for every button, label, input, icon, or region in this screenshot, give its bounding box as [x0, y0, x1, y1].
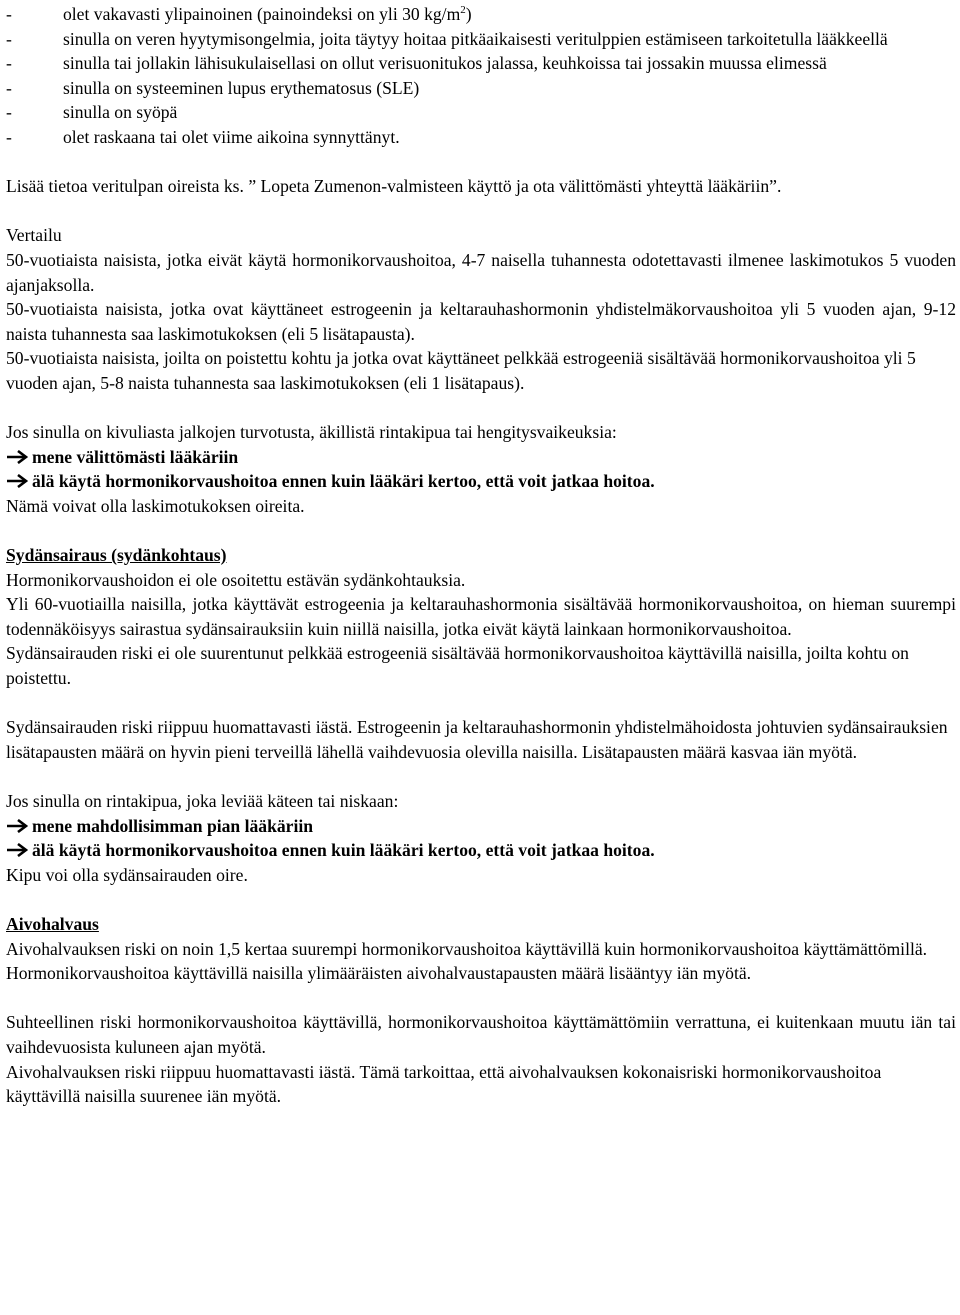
list-item: [6, 51, 956, 76]
list-item: [6, 125, 956, 150]
right-arrow-icon: [6, 843, 28, 857]
chest-pain-note: Kipu voi olla sydänsairauden oire.: [6, 864, 248, 885]
spacer: [6, 150, 956, 175]
spacer: [6, 396, 956, 421]
thrombosis-warning-intro: Jos sinulla on kivuliasta jalkojen turvotusta, äkillistä rintakipua tai hengitysvaikeuksia:: [6, 422, 617, 443]
thrombosis-action-2: [6, 469, 956, 494]
stroke-paragraph: Aivohalvauksen riski riippuu huomattavasti iästä. Tämä tarkoittaa, että aivohalvauksen kokonaisriski hormonikorvaushoitoa käyttävillä naisilla suurenee iän myötä.: [6, 1061, 882, 1107]
list-item-text: sinulla on veren hyytymisongelmia, joita täytyy hoitaa pitkäaikaisesti veritulppien estämiseen tarkoitetulla lääkkeellä: [63, 28, 888, 49]
heart-disease-age-risk: Sydänsairauden riski riippuu huomattavasti iästä. Estrogeenin ja keltarauhashormonin yhdistelmähoidosta johtuvien sydänsairauksien lisätapausten määrä on hyvin pieni terveillä lähellä vaihdevuosia olevilla naisilla. Lisätapausten määrä kasvaa iän myötä.: [6, 717, 948, 762]
chest-pain-action-1: [6, 814, 956, 839]
list-item: [6, 100, 956, 125]
list-item-text: sinulla on systeeminen lupus erythematosus (SLE): [63, 77, 420, 98]
stroke-paragraph: Suhteellinen riski hormonikorvaushoitoa käyttävillä, hormonikorvaushoitoa käyttämättömiin verrattuna, ei kuitenkaan muutu iän tai vaihdevuosista kuluneen ajan myötä.: [6, 1012, 956, 1057]
heart-disease-line: Hormonikorvaushoidon ei ole osoitettu estävän sydänkohtauksia.: [6, 569, 466, 590]
list-dash: -: [6, 77, 12, 98]
list-dash: -: [6, 102, 12, 123]
list-item-text: sinulla tai jollakin lähisukulaisellasi on ollut verisuonitukos jalassa, keuhkoissa tai jossakin muussa elimessä: [63, 53, 827, 74]
comparison-paragraph: 50-vuotiaista naisista, jotka eivät käytä hormonikorvaushoitoa, 4-7 naisella tuhannesta odotettavasti ilmenee laskimotukos 5 vuoden ajanjaksolla.: [6, 249, 956, 295]
list-item-text: olet raskaana tai olet viime aikoina synnyttänyt.: [63, 126, 400, 147]
comparison-heading: Vertailu: [6, 225, 62, 246]
chest-pain-warning-intro: Jos sinulla on rintakipua, joka leviää käteen tai niskaan:: [6, 791, 399, 811]
comparison-paragraph: 50-vuotiaista naisista, jotka ovat käyttäneet estrogeenin ja keltarauhashormonin yhdistelmäkorvaushoitoa yli 5 vuoden ajan, 9-12 naista tuhannesta saa laskimotukoksen (eli 5 lisätapausta).: [6, 299, 956, 344]
right-arrow-icon: [6, 474, 28, 488]
list-item-text: olet vakavasti ylipainoinen (painoindeksi on yli 30 kg/m: [63, 4, 461, 24]
heart-disease-line: Yli 60-vuotiailla naisilla, jotka käyttävät estrogeenia ja keltarauhashormonia sisältävää hormonikorvaushoitoa, on hieman suurempi todennäköisyys sairastua sydänsairauksiin kuin niillä naisilla, jotka eivät käytä lainkaan hormonikorvaushoitoa.: [6, 594, 956, 639]
document-page: [6, 2, 956, 1109]
spacer: [6, 887, 956, 912]
superscript: 2: [460, 4, 466, 17]
chest-pain-action-2: [6, 838, 956, 863]
comparison-paragraph: 50-vuotiaista naisista, joilta on poistettu kohtu ja jotka ovat käyttäneet pelkkää estrogeeniä sisältävää hormonikorvaushoitoa yli 5 vuoden ajan, 5-8 naista tuhannesta saa laskimotukoksen (eli 1 lisätapaus).: [6, 348, 916, 393]
action-text: älä käytä hormonikorvaushoitoa ennen kuin lääkäri kertoo, että voit jatkaa hoitoa.: [32, 840, 655, 861]
heart-disease-heading: Sydänsairaus (sydänkohtaus): [6, 545, 227, 566]
spacer: [6, 199, 956, 224]
stroke-heading: Aivohalvaus: [6, 913, 99, 934]
heart-disease-line: Sydänsairauden riski ei ole suurentunut pelkkää estrogeeniä sisältävää hormonikorvaushoitoa käyttävillä naisilla, joilta kohtu on poistettu.: [6, 643, 909, 689]
spacer: [6, 691, 956, 716]
thrombosis-note: Nämä voivat olla laskimotukoksen oireita.: [6, 495, 305, 516]
risk-factor-list: [6, 2, 956, 150]
list-item-text: sinulla on syöpä: [63, 102, 178, 123]
list-dash: -: [6, 4, 12, 24]
spacer: [6, 986, 956, 1011]
list-item: [6, 2, 956, 27]
list-dash: -: [6, 53, 12, 74]
right-arrow-icon: [6, 450, 28, 464]
action-text: mene välittömästi lääkäriin: [32, 446, 239, 467]
list-item: [6, 76, 956, 101]
list-dash: -: [6, 126, 12, 147]
right-arrow-icon: [6, 819, 28, 833]
spacer: [6, 764, 956, 789]
action-text: mene mahdollisimman pian lääkäriin: [32, 815, 314, 836]
spacer: [6, 518, 956, 543]
list-dash: -: [6, 28, 12, 49]
thrombosis-action-1: [6, 445, 956, 470]
stroke-paragraph: Aivohalvauksen riski on noin 1,5 kertaa suurempi hormonikorvaushoitoa käyttävillä kuin hormonikorvaushoitoa käyttämättömillä. Hormonikorvaushoitoa käyttävillä naisilla ylimääräisten aivohalvaustapausten määrä lisääntyy iän myötä.: [6, 938, 928, 984]
list-item-text-end: ): [465, 4, 472, 24]
list-item: [6, 27, 956, 52]
more-info-paragraph: Lisää tietoa veritulpan oireista ks. ” Lopeta Zumenon-valmisteen käyttö ja ota välittömästi yhteyttä lääkäriin”.: [6, 176, 782, 197]
action-text: älä käytä hormonikorvaushoitoa ennen kuin lääkäri kertoo, että voit jatkaa hoitoa.: [32, 471, 655, 492]
